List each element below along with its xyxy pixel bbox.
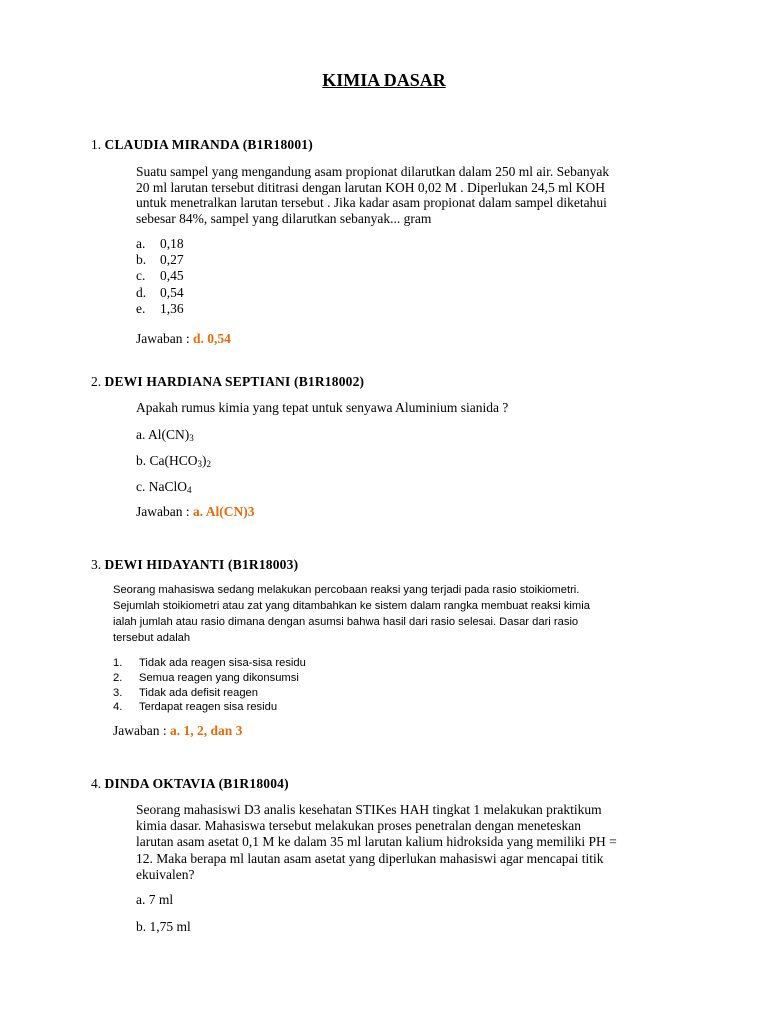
option-item: a. 7 ml	[136, 892, 174, 907]
list-number: 2.	[113, 671, 123, 684]
option-letter: b.	[136, 252, 147, 268]
answer-label: Jawaban :	[113, 723, 170, 738]
option-subscript: 3	[197, 459, 202, 469]
answer-label: Jawaban :	[136, 331, 193, 346]
question-number: 2.	[91, 374, 102, 389]
option-item	[136, 252, 184, 268]
list-number: 1.	[113, 657, 123, 669]
option-text: 1,36	[160, 300, 184, 316]
question-text-line: sebesar 84%, sampel yang dilarutkan sebanyak... gram	[136, 210, 432, 226]
list-text: Semua reagen yang dikonsumsi	[139, 671, 299, 684]
option-item	[136, 479, 192, 495]
option-subscript: 2	[206, 459, 211, 469]
list-item	[113, 686, 306, 701]
question-text-line: untuk menetralkan larutan tersebut . Jika kadar asam propionat dalam sampel diketahui	[136, 195, 607, 210]
question-2-header	[91, 374, 364, 390]
question-text-line: ekuivalen?	[136, 866, 195, 882]
option-item	[136, 268, 184, 284]
option-text: 0,18	[160, 236, 184, 251]
option-item	[136, 236, 184, 252]
answer-value: a. 1, 2, dan 3	[169, 723, 243, 738]
list-text: Tidak ada reagen sisa-sisa residu	[139, 657, 306, 669]
question-number: 4.	[91, 776, 102, 791]
question-text-line: larutan asam asetat 0,1 M ke dalam 35 ml larutan kalium hidroksida yang memiliki PH =	[136, 834, 617, 850]
list-item	[113, 671, 306, 686]
option-text: b. Ca(HCO	[136, 453, 198, 468]
question-text-line: kimia dasar. Mahasiswa tersebut melakukan proses penetralan dengan meneteskan	[136, 818, 581, 834]
question-text-line: 12. Maka berapa ml lautan asam asetat yang diperlukan mahasiswi agar mencapai titik	[136, 850, 604, 866]
option-item	[136, 301, 184, 317]
option-item	[136, 285, 184, 301]
option-subscript: 4	[187, 485, 192, 495]
question-1-answer	[136, 331, 231, 347]
document-title: KIMIA DASAR	[322, 70, 446, 90]
answer-value: d. 0,54	[192, 331, 231, 346]
answer-label: Jawaban :	[136, 504, 193, 519]
option-text: 0,54	[160, 284, 184, 300]
question-text-line: ialah jumlah atau rasio dimana dengan asumsi bahwa hasil dari rasio selesai. Dasar dari rasio	[113, 616, 579, 628]
question-1-text	[136, 164, 609, 226]
question-author: DINDA OKTAVIA (B1R18004)	[104, 776, 289, 791]
option-item	[136, 453, 211, 469]
question-3-items	[113, 656, 306, 715]
option-text: c. NaClO	[136, 479, 187, 494]
list-text: Terdapat reagen sisa residu	[139, 701, 278, 714]
option-text: a. Al(CN)	[136, 427, 190, 442]
question-text-line: 20 ml larutan tersebut dititrasi dengan larutan KOH 0,02 M . Diperlukan 24,5 ml KOH	[136, 179, 606, 195]
option-letter: a.	[136, 236, 146, 251]
option-text-suffix: )	[202, 453, 207, 468]
question-3-header	[91, 557, 298, 573]
question-text-line: Seorang mahasiswi D3 analis kesehatan STIKes HAH tingkat 1 melakukan praktikum	[136, 802, 602, 817]
list-text: Tidak ada defisit reagen	[139, 686, 258, 699]
question-text-line: Seorang mahasiswa sedang melakukan percobaan reaksi yang terjadi pada rasio stoikiometri.	[113, 584, 580, 596]
list-item	[113, 700, 306, 715]
question-number: 1.	[91, 137, 102, 152]
option-letter: c.	[136, 268, 146, 284]
question-3-answer	[113, 723, 242, 739]
option-subscript: 3	[189, 433, 194, 443]
option-item: b. 1,75 ml	[136, 919, 191, 934]
option-text: 0,45	[160, 268, 184, 284]
question-2-answer	[136, 504, 254, 520]
question-1-options	[136, 236, 184, 317]
question-author: CLAUDIA MIRANDA (B1R18001)	[104, 137, 313, 152]
option-letter: d.	[136, 284, 147, 300]
question-text-line: tersebut adalah	[113, 632, 191, 644]
list-number: 4.	[113, 701, 123, 714]
option-item	[136, 427, 194, 443]
list-item	[113, 656, 306, 671]
option-letter: e.	[136, 300, 146, 316]
option-text: 0,27	[160, 252, 184, 268]
question-4-text	[136, 802, 617, 883]
question-3-text	[113, 582, 590, 646]
question-author: DEWI HIDAYANTI (B1R18003)	[104, 557, 299, 572]
question-1-header	[91, 137, 313, 153]
question-number: 3.	[91, 557, 102, 572]
question-text-line: Suatu sampel yang mengandung asam propionat dilarutkan dalam 250 ml air. Sebanyak	[136, 164, 610, 179]
question-text-line: Sejumlah stoikiometri atau zat yang ditambahkan ke sistem dalam rangka membuat reaksi kimia	[113, 600, 590, 612]
question-4-header	[91, 776, 289, 792]
question-author: DEWI HARDIANA SEPTIANI (B1R18002)	[104, 374, 365, 389]
question-2-text: Apakah rumus kimia yang tepat untuk senyawa Aluminium sianida ?	[136, 400, 509, 415]
answer-value: a. Al(CN)3	[192, 504, 255, 519]
list-number: 3.	[113, 686, 123, 699]
